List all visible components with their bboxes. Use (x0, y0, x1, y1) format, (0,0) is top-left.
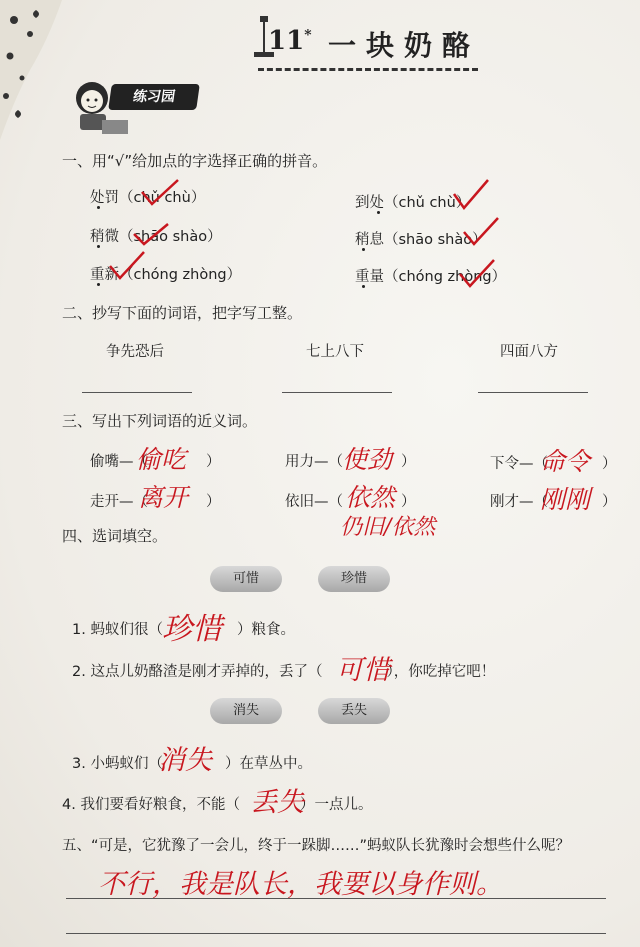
pinyin-item-6: 重量（chóng zhòng） (355, 269, 507, 285)
word-choice-pill: 珍惜 (318, 566, 390, 592)
synonym-extra-answer: 仍旧/依然 (340, 515, 436, 540)
practice-badge: 练习园 (108, 84, 200, 110)
synonym-answer-1: 偷吃 (136, 445, 187, 474)
synonym-item-6: 刚才—（ ） (490, 494, 617, 510)
emphasis-dot (362, 285, 365, 288)
section2-heading: 二、抄写下面的词语，把字写工整。 (62, 304, 303, 322)
copy-line-1[interactable] (82, 392, 192, 393)
check-mark-icon (462, 216, 502, 248)
emphasis-dot (97, 283, 100, 286)
copy-line-2[interactable] (282, 392, 392, 393)
pinyin-item-5: 重新（chóng zhòng） (90, 267, 242, 283)
check-mark-icon (108, 250, 148, 282)
fill-sentence-4: 4. 我们要看好粮食，不能（ ）一点儿。 (62, 797, 373, 813)
corner-decoration (0, 0, 70, 150)
check-mark-icon (452, 178, 492, 212)
pinyin-item-4: 稍息（shāo shào） (355, 232, 487, 248)
title-underline (258, 68, 478, 71)
section5-answer: 不行，我是队长，我要以身作则。 (98, 869, 503, 900)
synonym-answer-2: 使劲 (342, 445, 393, 474)
emphasis-dot (97, 245, 100, 248)
section5-heading: 五、“可是，它犹豫了一会儿，终于一跺脚……”蚂蚁队长犹豫时会想些什么呢？ (62, 838, 571, 854)
synonym-answer-5: 依然 (345, 483, 396, 512)
fill-sentence-1: 1. 蚂蚁们很（ ）粮食。 (72, 622, 295, 638)
section3-heading: 三、写出下列词语的近义词。 (62, 412, 258, 430)
check-mark-icon (458, 258, 498, 290)
answer-line-1[interactable] (66, 898, 606, 899)
synonym-item-4: 走开—（ ） (90, 494, 221, 510)
word-choice-pill: 消失 (210, 698, 282, 724)
fill-sentence-3: 3. 小蚂蚁们（ ）在草丛中。 (72, 756, 312, 772)
fill-sentence-2: 2. 这点儿奶酪渣是刚才弄掉的，丢了（ ），你吃掉它吧！ (72, 664, 496, 680)
synonym-answer-3: 命令 (540, 447, 591, 476)
fill-answer-4: 丢失 (250, 787, 304, 818)
synonym-item-3: 下令—（ ） (490, 456, 617, 472)
lesson-number: 11* (268, 26, 312, 56)
synonym-item-1: 偷嘴—（ ） (90, 454, 221, 470)
synonym-item-2: 用力—（ ） (285, 454, 416, 470)
word-choice-pill: 丢失 (318, 698, 390, 724)
emphasis-dot (97, 206, 100, 209)
check-mark-icon (132, 222, 172, 248)
synonym-item-5: 依旧—（ ） (285, 494, 416, 510)
copy-word-3: 四面八方 (500, 344, 558, 360)
synonym-answer-4: 离开 (138, 483, 189, 512)
emphasis-dot (362, 248, 365, 251)
check-mark-icon (140, 178, 180, 208)
word-choice-pill: 可惜 (210, 566, 282, 592)
pinyin-item-3: 稍微（shāo shào） (90, 229, 222, 245)
fill-answer-3: 消失 (158, 745, 212, 776)
answer-line-2[interactable] (66, 933, 606, 934)
page-title: 一块奶酪 (328, 29, 481, 62)
pinyin-item-2: 到处（chǔ chù） (355, 195, 471, 211)
copy-line-3[interactable] (478, 392, 588, 393)
fill-answer-1: 珍惜 (162, 612, 222, 647)
synonym-answer-6: 刚刚 (540, 485, 591, 514)
lesson-title-area (248, 18, 488, 62)
section4-heading: 四、选词填空。 (62, 527, 168, 545)
copy-word-2: 七上八下 (306, 344, 364, 360)
section1-heading: 一、用“√”给加点的字选择正确的拼音。 (62, 152, 328, 170)
fill-answer-2: 可惜 (336, 655, 390, 686)
pinyin-item-1: 处罚（chǔ chù） (90, 190, 206, 206)
copy-word-1: 争先恐后 (106, 344, 164, 360)
emphasis-dot (377, 211, 380, 214)
